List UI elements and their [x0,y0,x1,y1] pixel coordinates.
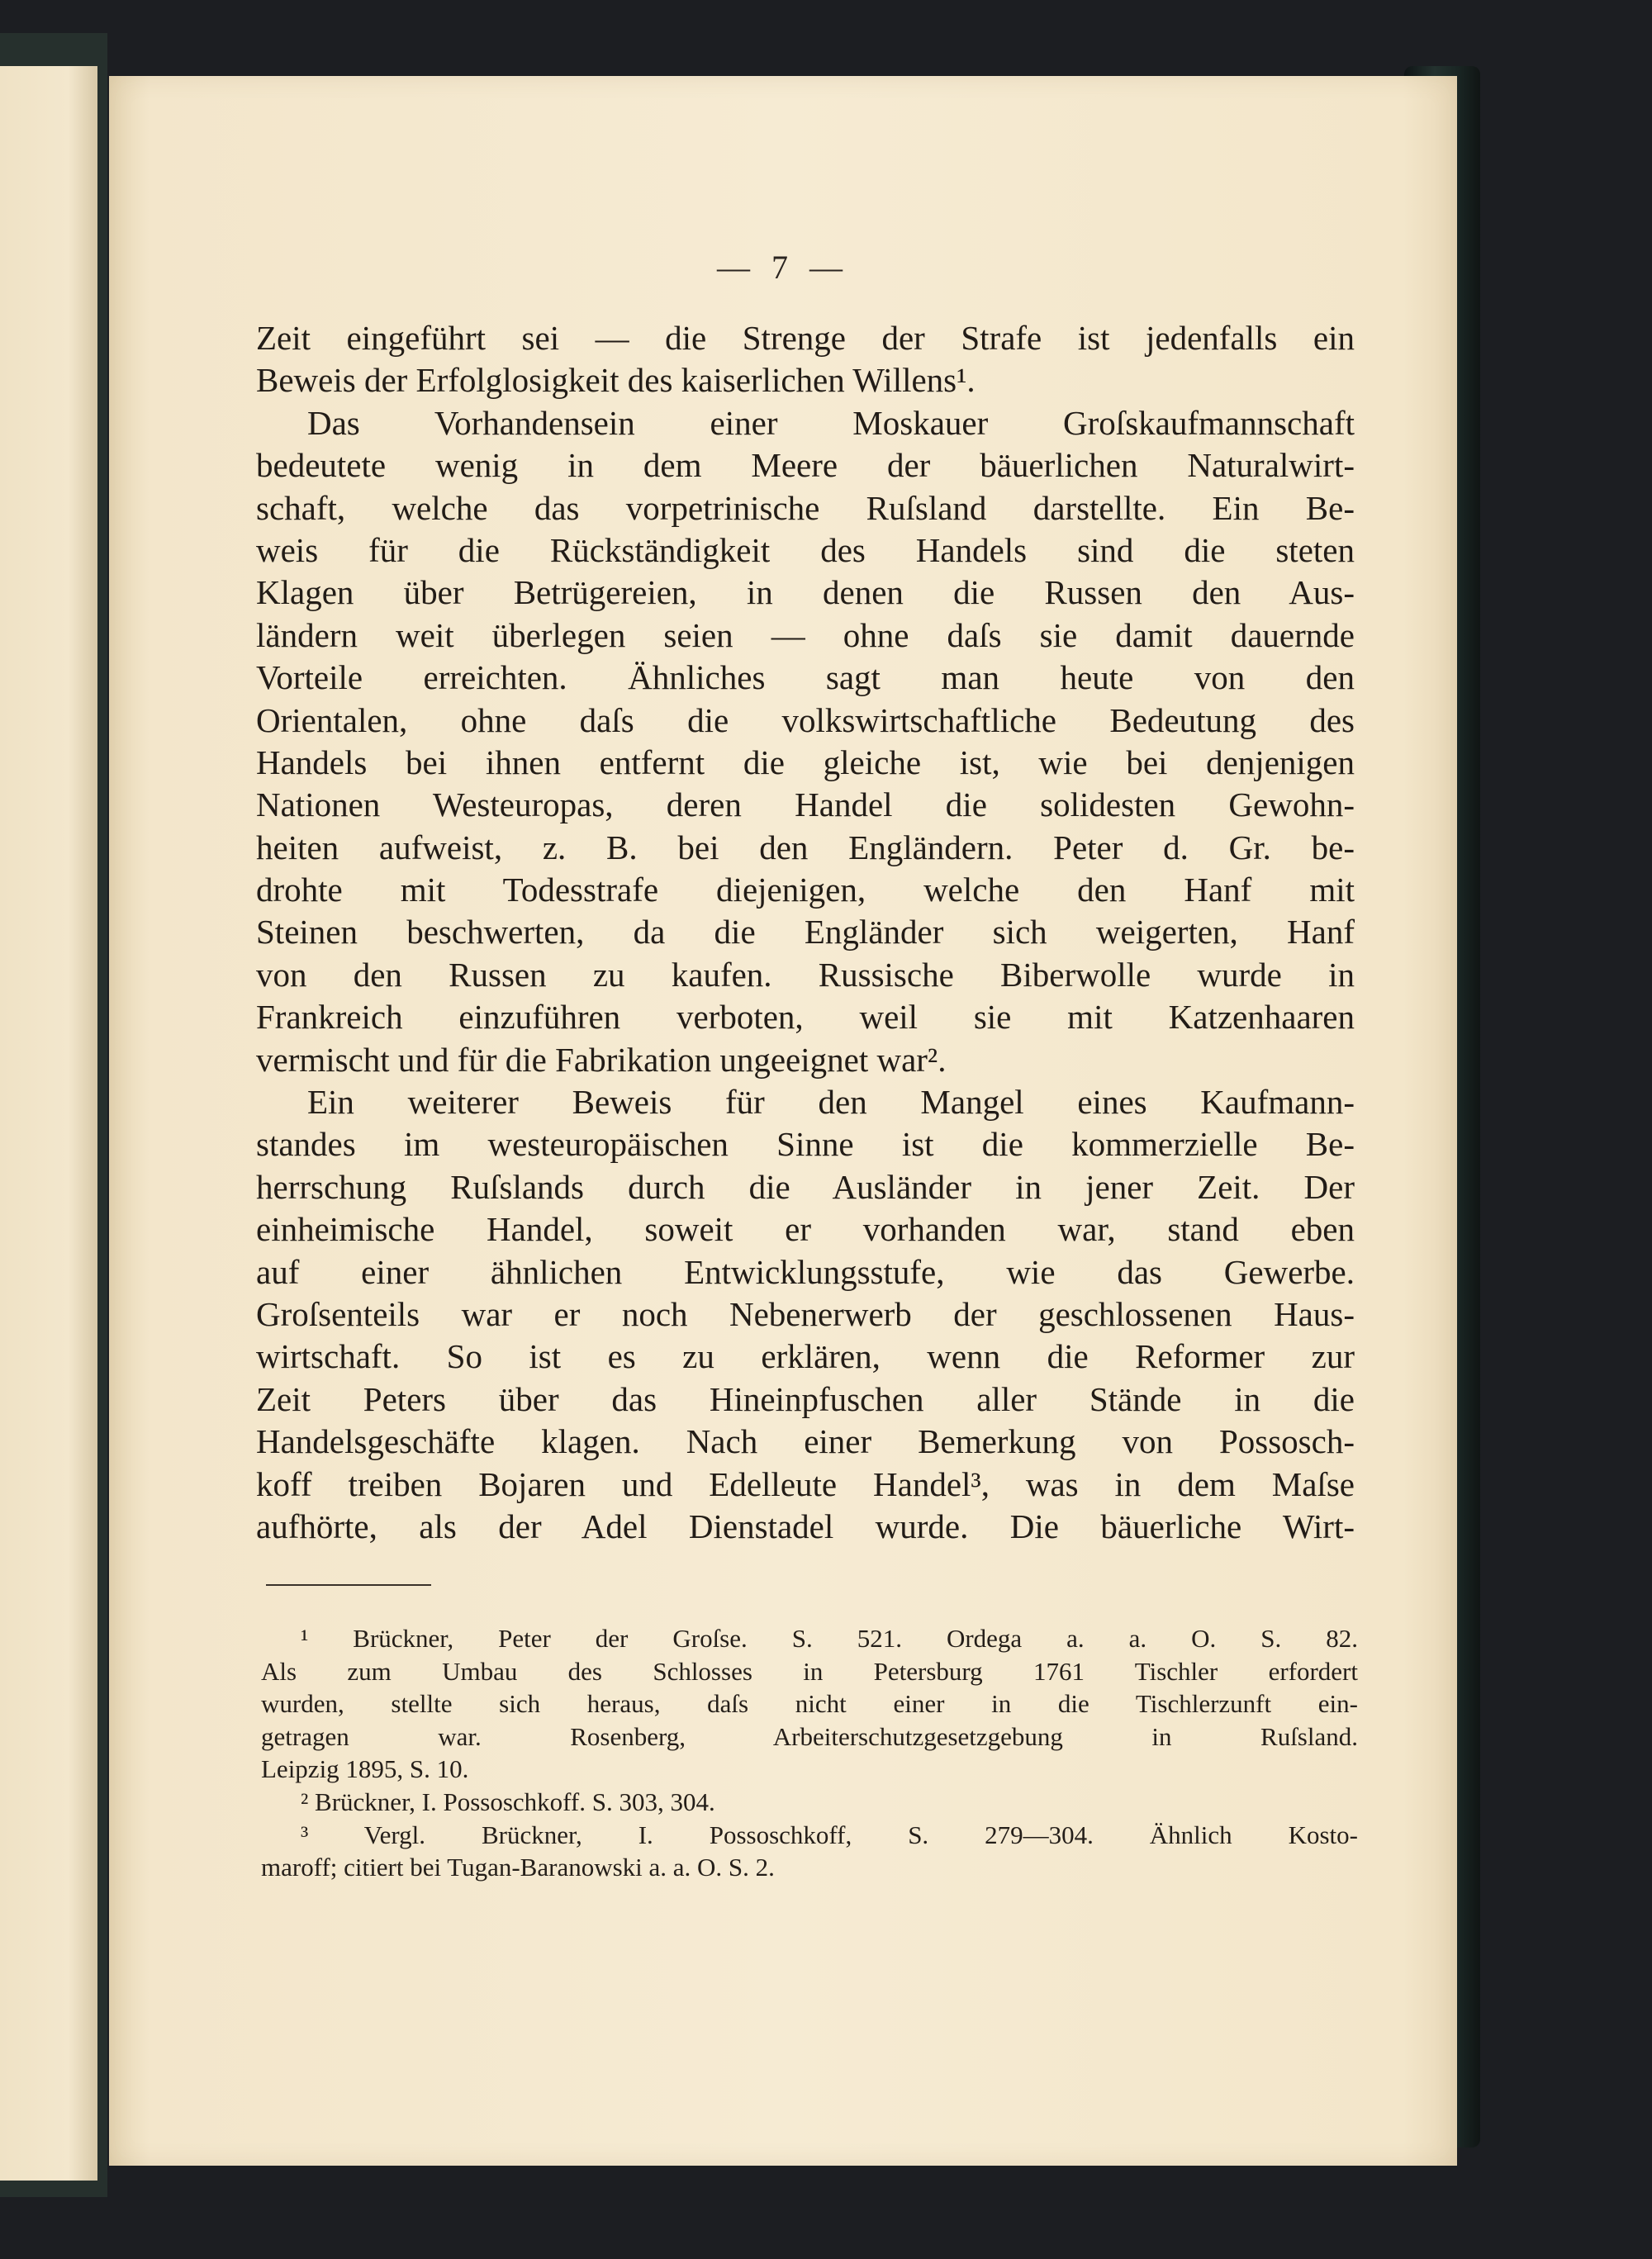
footnote-line: ² Brückner, I. Possoschkoff. S. 303, 304. [301,1787,715,1816]
footnotes [261,1622,1358,1884]
body-line: herrschung Ruſslands durch die Ausländer in jener Zeit. Der [256,1167,1355,1206]
body-line: Nationen Westeuropas, deren Handel die solidesten Gewohn- [256,785,1355,824]
body-line: Beweis der Erfolglosigkeit des kaiserlichen Willens¹. [256,361,976,400]
body-line: wirtschaft. So ist es zu erklären, wenn die Reformer zur [256,1337,1355,1376]
footnote-line: Als zum Umbau des Schlosses in Petersburg 1761 Tischler erfordert [261,1656,1358,1686]
footnote-line: wurden, stellte sich heraus, daſs nicht einer in die Tischlerzunft ein- [261,1689,1358,1719]
body-line: Handelsgeschäfte klagen. Nach einer Bemerkung von Possosch- [256,1422,1355,1461]
body-text [256,317,1355,1548]
previous-page-edge [0,66,97,2181]
page-number: — 7 — [717,249,849,286]
body-line: Frankreich einzuführen verboten, weil sie mit Katzenhaaren [256,998,1355,1037]
body-line: vermischt und für die Fabrikation ungeeignet war². [256,1040,947,1079]
body-line: standes im westeuropäischen Sinne ist die kommerzielle Be- [256,1125,1355,1164]
body-line: bedeutete wenig in dem Meere der bäuerlichen Naturalwirt- [256,446,1355,485]
body-line: einheimische Handel, soweit er vorhanden war, stand eben [256,1210,1355,1249]
body-line: weis für die Rückständigkeit des Handels sind die steten [256,530,1355,569]
book-page [109,76,1457,2166]
body-line: Vorteile erreichten. Ähnliches sagt man heute von den [256,658,1355,697]
body-line: Das Vorhandensein einer Moskauer Groſskaufmannschaft [307,403,1355,442]
footnote-divider [266,1584,431,1586]
body-line: schaft, welche das vorpetrinische Ruſsland darstellte. Ein Be- [256,488,1355,527]
body-line: koff treiben Bojaren und Edelleute Handel³, was in dem Maſse [256,1464,1355,1503]
body-line: Groſsenteils war er noch Nebenerwerb der geschlossenen Haus- [256,1294,1355,1333]
body-line: Ein weiterer Beweis für den Mangel eines Kaufmann- [307,1083,1355,1122]
body-line: Zeit eingeführt sei — die Strenge der Strafe ist jedenfalls ein [256,319,1355,357]
footnote-line: getragen war. Rosenberg, Arbeiterschutzgesetzgebung in Ruſsland. [261,1721,1358,1751]
footnote-line: maroff; citiert bei Tugan-Baranowski a. a. O. S. 2. [261,1853,775,1882]
body-line: heiten aufweist, z. B. bei den Engländern. Peter d. Gr. be- [256,828,1355,866]
body-line: auf einer ähnlichen Entwicklungsstufe, wie das Gewerbe. [256,1252,1355,1291]
body-line: drohte mit Todesstrafe diejenigen, welche den Hanf mit [256,871,1355,909]
body-line: aufhörte, als der Adel Dienstadel wurde. Die bäuerliche Wirt- [256,1507,1355,1545]
body-line: Handels bei ihnen entfernt die gleiche ist, wie bei denjenigen [256,743,1355,781]
body-line: Zeit Peters über das Hineinpfuschen aller Stände in die [256,1379,1355,1418]
footnote-line: Leipzig 1895, S. 10. [261,1754,469,1784]
body-line: Steinen beschwerten, da die Engländer sich weigerten, Hanf [256,913,1355,952]
body-line: ländern weit überlegen seien — ohne daſs sie damit dauernde [256,615,1355,654]
body-line: von den Russen zu kaufen. Russische Biberwolle wurde in [256,955,1355,994]
body-line: Orientalen, ohne daſs die volkswirtschaftliche Bedeutung des [256,700,1355,739]
body-line: Klagen über Betrügereien, in denen die Russen den Aus- [256,573,1355,612]
footnote-line: ³ Vergl. Brückner, I. Possoschkoff, S. 279—304. Ähnlich Kosto- [301,1820,1358,1849]
footnote-line: ¹ Brückner, Peter der Groſse. S. 521. Ordega a. a. O. S. 82. [301,1624,1358,1653]
